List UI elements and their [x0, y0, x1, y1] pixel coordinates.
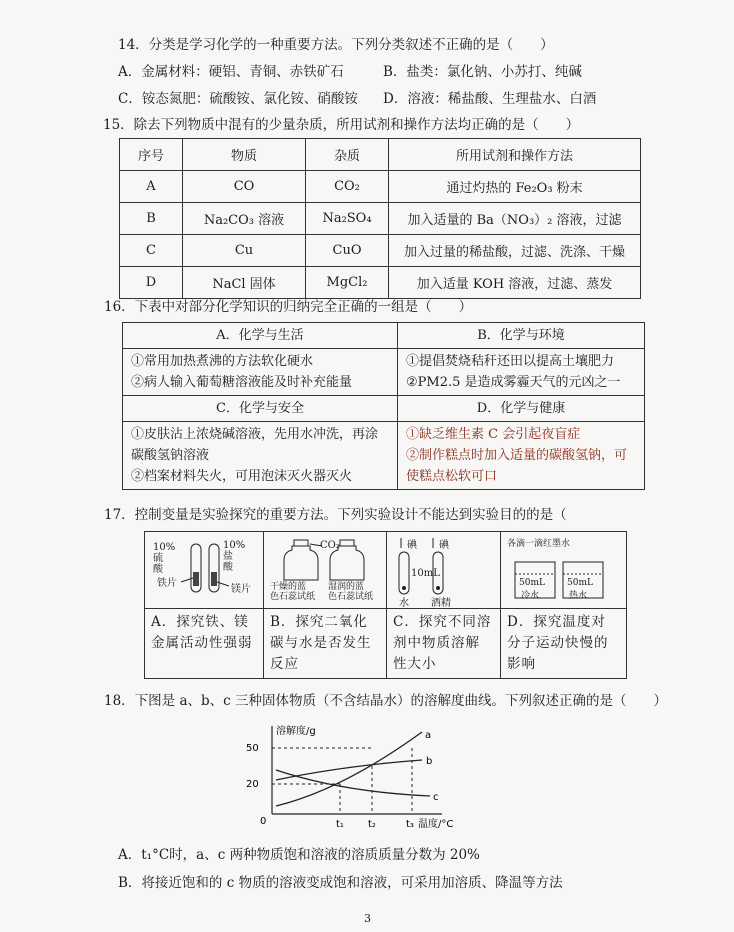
figure-label: 冷水 [521, 591, 540, 601]
table-header-row [120, 139, 641, 171]
q17-figure-d [501, 532, 627, 609]
table-header: 所用试剂和操作方法 [389, 139, 641, 171]
curve-c [276, 770, 430, 796]
label-text: 干燥的蓝 [270, 582, 307, 592]
figure-label: 热水 [569, 591, 588, 601]
label-text: 湿润的蓝 [328, 582, 365, 592]
q16-d-content [398, 422, 645, 490]
q14-stem: 14．分类是学习化学的一种重要方法。下列分类叙述不正确的是（ ） [118, 37, 554, 53]
q14-option-c: C．铵态氮肥：硫酸铵、氯化铵、硝酸铵 [118, 91, 358, 107]
label-text: 酸 [153, 564, 163, 575]
q17-figure-b [264, 532, 387, 609]
label-text: 10% [223, 540, 246, 551]
table-cell: Cu [183, 235, 306, 267]
q16-d-item-1: ①缺乏维生素 C 会引起夜盲症 [406, 427, 581, 442]
curve-a [276, 732, 422, 806]
table-cell: Na₂CO₃ 溶液 [183, 203, 306, 235]
table-cell: A [120, 171, 183, 203]
label-text: 10% [153, 542, 176, 553]
q18-stem: 18．下图是 a、b、c 三种固体物质（不含结晶水）的溶解度曲线。下列叙述正确的是（ ） [104, 693, 668, 709]
table-cell: 加入适量的 Ba（NO₃）₂ 溶液，过滤 [389, 203, 641, 235]
y-axis-label: 溶解度/g [276, 726, 316, 737]
q16-b-item-1: ①提倡焚烧秸秆还田以提高土壤肥力 [406, 354, 615, 369]
figure-label: 50mL [519, 578, 545, 588]
table-header: 序号 [120, 139, 183, 171]
q16-a-title: A．化学与生活 [123, 323, 398, 349]
q16-a-item-1: ①常用加热煮沸的方法软化硬水 [131, 354, 314, 369]
table-header: 杂质 [306, 139, 389, 171]
figure-label: 铁片 [157, 578, 177, 589]
table-cell: 通过灼热的 Fe₂O₃ 粉末 [389, 171, 641, 203]
table-header: 物质 [183, 139, 306, 171]
label-text: 色石蕊试纸 [270, 592, 316, 602]
x-axis-label: 温度/°C [418, 819, 454, 830]
figure-label: 碘 [439, 540, 449, 551]
x-tick-t3: t₃ [406, 819, 414, 830]
label-text: 色石蕊试纸 [328, 592, 374, 602]
q16-c-item-1: ①皮肤沾上浓烧碱溶液，先用水冲洗，再涂碳酸氢钠溶液 [131, 427, 379, 463]
q16-stem: 16．下表中对部分化学知识的归纳完全正确的一组是（ ） [104, 299, 473, 315]
q15-table [119, 138, 641, 299]
table-cell: D [120, 267, 183, 299]
page-number: 3 [364, 912, 371, 925]
figure-label [223, 540, 245, 573]
table-cell: CO₂ [306, 171, 389, 203]
figure-label: CO₂ [320, 540, 340, 551]
q16-d-item-2: ②制作糕点时加入适量的碳酸氢钠，可使糕点松软可口 [406, 448, 628, 484]
q14-option-d: D．溶液：稀盐酸、生理盐水、白酒 [383, 91, 597, 107]
figure-label: 碘 [407, 540, 417, 551]
table-cell: B [120, 203, 183, 235]
label-text: 酸 [223, 562, 233, 573]
figure-label: 酒精 [431, 598, 451, 609]
q16-b-item-2: ②PM2.5 是造成雾霾天气的元凶之一 [406, 375, 621, 390]
table-row [120, 235, 641, 267]
q17-option-b: B．探究二氧化碳与水是否发生反应 [264, 609, 387, 679]
q16-c-title: C．化学与安全 [123, 396, 398, 422]
q17-figure-a [145, 532, 264, 609]
figure-label [153, 542, 175, 575]
q18-option-a: A．t₁°C时，a、c 两种物质饱和溶液的溶质质量分数为 20% [118, 847, 480, 863]
table-cell: 加入适量 KOH 溶液，过滤、蒸发 [389, 267, 641, 299]
q17-stem: 17．控制变量是实验探究的重要方法。下列实验设计不能达到实验目的的是（ [104, 507, 567, 523]
x-tick-t2: t₂ [368, 819, 376, 830]
y-tick-50: 50 [246, 743, 259, 754]
q16-b-title: B．化学与环境 [398, 323, 645, 349]
figure-label: 10mL [411, 568, 440, 579]
figure-label: 镁片 [231, 584, 251, 595]
table-cell: NaCl 固体 [183, 267, 306, 299]
curve-label-a: a [425, 730, 432, 741]
label-text: 硫 [153, 553, 163, 564]
q16-c-content [123, 422, 398, 490]
table-cell: CuO [306, 235, 389, 267]
q16-c-item-2: ②档案材料失火，可用泡沫灭火器灭火 [131, 469, 353, 484]
curve-label-c: c [433, 792, 439, 803]
figure-label: 各滴一滴红墨水 [507, 539, 571, 549]
q17-option-a: A．探究铁、镁金属活动性强弱 [145, 609, 264, 679]
table-cell: C [120, 235, 183, 267]
table-cell: MgCl₂ [306, 267, 389, 299]
figure-label: 50mL [567, 578, 593, 588]
q16-b-content [398, 349, 645, 396]
q16-a-content [123, 349, 398, 396]
q16-d-title: D．化学与健康 [398, 396, 645, 422]
label-text: 盐 [223, 551, 233, 562]
q16-table [122, 322, 645, 490]
q15-stem: 15．除去下列物质中混有的少量杂质，所用试剂和操作方法均正确的是（ ） [103, 117, 580, 133]
y-tick-20: 20 [246, 779, 259, 790]
q18-option-b: B．将接近饱和的 c 物质的溶液变成饱和溶液，可采用加溶质、降温等方法 [118, 875, 563, 891]
table-cell: CO [183, 171, 306, 203]
table-row [120, 203, 641, 235]
origin-label: 0 [260, 816, 267, 827]
figure-label [328, 582, 373, 602]
figure-label: 水 [399, 598, 409, 609]
q17-table [144, 531, 627, 679]
figure-label [270, 582, 315, 602]
q17-figure-c [387, 532, 501, 609]
table-row [120, 171, 641, 203]
table-cell: 加入过量的稀盐酸，过滤、洗涤、干燥 [389, 235, 641, 267]
q17-option-d: D．探究温度对分子运动快慢的影响 [501, 609, 627, 679]
solubility-graph [232, 720, 472, 830]
table-cell: Na₂SO₄ [306, 203, 389, 235]
q14-option-a: A．金属材料：硬铝、青铜、赤铁矿石 [118, 64, 344, 80]
q14-option-b: B．盐类：氯化钠、小苏打、纯碱 [383, 64, 582, 80]
x-tick-t1: t₁ [336, 819, 344, 830]
q17-option-c: C．探究不同溶剂中物质溶解性大小 [387, 609, 501, 679]
q16-a-item-2: ②病人输入葡萄糖溶液能及时补充能量 [131, 375, 353, 390]
table-row [120, 267, 641, 299]
curve-label-b: b [426, 756, 433, 767]
